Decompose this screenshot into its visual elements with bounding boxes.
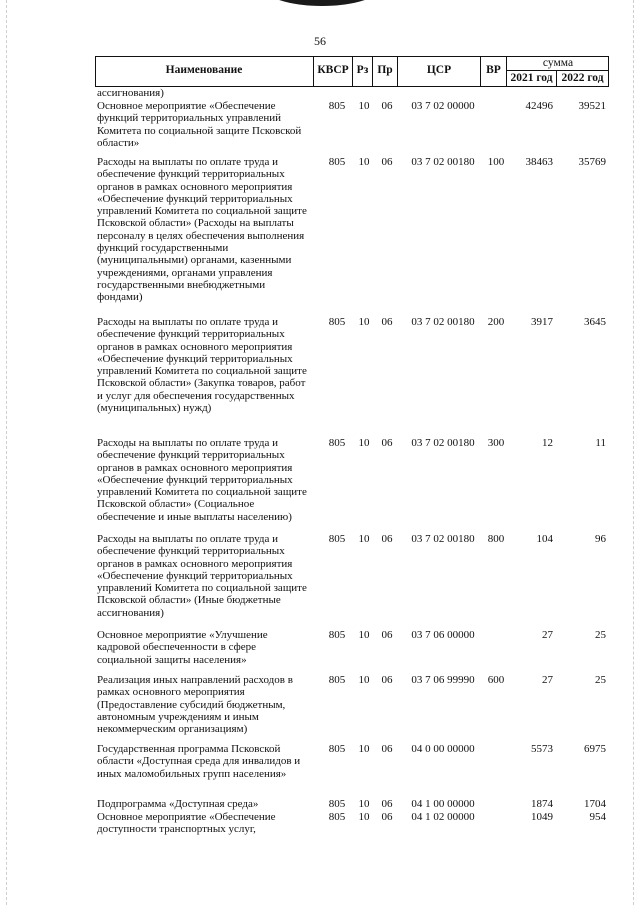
row-name: Реализация иных направлений расходов в рамках основного мероприятия (Предоставление субсидий бюджетным, автономным учреждениям и иным некоммерческим организациям) [97, 674, 293, 736]
row-csr: 03 7 02 00180 [411, 437, 475, 449]
row-2021: 42496 [525, 100, 553, 112]
row-vr: 600 [487, 674, 505, 686]
row-name: Подпрограмма «Доступная среда» [97, 798, 259, 810]
row-rz: 10 [358, 100, 370, 112]
row-2022: 6975 [584, 743, 606, 755]
col-vr-header: ВР [486, 64, 501, 76]
row-pr: 06 [381, 316, 393, 328]
scan-edge-right [633, 0, 635, 905]
page-number: 56 [314, 34, 326, 48]
row-name: Расходы на выплаты по оплате труда и обеспечение функций территориальных органов в рамках основного мероприятия «Обеспечение функций территориальных управлений Комитета по социальной защите Псковской области» (Иные бюджетные ассигнования) [97, 533, 307, 619]
row-2021: 12 [542, 437, 553, 449]
row-csr: 03 7 02 00000 [411, 100, 475, 112]
row-csr: 03 7 06 99990 [411, 674, 475, 686]
row-vr: 200 [487, 316, 505, 328]
col-2022-header: 2022 год [561, 72, 604, 84]
row-2021: 27 [542, 674, 553, 686]
row-csr: 03 7 06 00000 [411, 629, 475, 641]
scan-artifact [262, 0, 382, 6]
row-kvsr: 805 [328, 533, 346, 545]
row-name: Расходы на выплаты по оплате труда и обеспечение функций территориальных органов в рамках основного мероприятия «Обеспечение функций территориальных управлений Комитета по социальной защите Псковской области» (Расходы на выплаты персоналу в целях обеспечения выполнения функций государственными (муниципальными) органами, казенными учреждениями, органами управления государственными внебюджетными фондами) [97, 156, 307, 304]
row-pr: 06 [381, 629, 393, 641]
col-csr-header: ЦСР [426, 64, 452, 76]
row-pr: 06 [381, 100, 393, 112]
col-2021-header: 2021 год [510, 72, 553, 84]
row-csr: 03 7 02 00180 [411, 156, 475, 168]
row-csr: 04 1 00 00000 [411, 798, 475, 810]
row-name: Расходы на выплаты по оплате труда и обеспечение функций территориальных органов в рамках основного мероприятия «Обеспечение функций территориальных управлений Комитета по социальной защите Псковской области» (Закупка товаров, работ и услуг для обеспечения государственных (муниципальных) нужд) [97, 316, 307, 415]
row-rz: 10 [358, 437, 370, 449]
row-kvsr: 805 [328, 629, 346, 641]
col-kvsr-header: КВСР [317, 64, 349, 76]
row-kvsr: 805 [328, 156, 346, 168]
row-csr: 03 7 02 00180 [411, 533, 475, 545]
row-rz: 10 [358, 674, 370, 686]
row-csr: 04 1 02 00000 [411, 811, 475, 823]
row-2022: 25 [595, 629, 606, 641]
row-2021: 5573 [531, 743, 553, 755]
row-csr: 04 0 00 00000 [411, 743, 475, 755]
row-kvsr: 805 [328, 743, 346, 755]
header-sum-divider [506, 70, 609, 71]
row-name: ассигнования) [97, 87, 164, 99]
row-name: Основное мероприятие «Улучшение кадровой обеспеченности в сфере социальной защиты населения» [97, 629, 268, 666]
row-kvsr: 805 [328, 100, 346, 112]
row-2021: 38463 [525, 156, 553, 168]
row-name: Основное мероприятие «Обеспечение доступности транспортных услуг, [97, 811, 276, 836]
row-2021: 27 [542, 629, 553, 641]
row-2022: 25 [595, 674, 606, 686]
row-kvsr: 805 [328, 437, 346, 449]
col-rz-header: Рз [356, 64, 369, 76]
row-kvsr: 805 [328, 811, 346, 823]
col-sum-header: сумма [542, 57, 574, 69]
row-rz: 10 [358, 316, 370, 328]
row-vr: 300 [487, 437, 505, 449]
scan-edge-left [6, 0, 8, 905]
row-vr: 800 [487, 533, 505, 545]
row-name: Государственная программа Псковской области «Доступная среда для инвалидов и иных маломобильных групп населения» [97, 743, 301, 780]
row-rz: 10 [358, 798, 370, 810]
row-pr: 06 [381, 674, 393, 686]
row-pr: 06 [381, 533, 393, 545]
row-2022: 96 [595, 533, 606, 545]
row-2021: 1874 [531, 798, 553, 810]
row-2022: 11 [595, 437, 606, 449]
col-pr-header: Пр [377, 64, 393, 76]
row-rz: 10 [358, 811, 370, 823]
row-rz: 10 [358, 743, 370, 755]
row-2022: 954 [589, 811, 606, 823]
row-rz: 10 [358, 629, 370, 641]
row-rz: 10 [358, 156, 370, 168]
row-pr: 06 [381, 437, 393, 449]
row-pr: 06 [381, 811, 393, 823]
row-pr: 06 [381, 156, 393, 168]
row-2021: 3917 [531, 316, 553, 328]
row-kvsr: 805 [328, 674, 346, 686]
row-2021: 104 [536, 533, 553, 545]
row-pr: 06 [381, 743, 393, 755]
row-name: Основное мероприятие «Обеспечение функций территориальных управлений Комитета по социальной защите Псковской области» [97, 100, 302, 149]
row-2021: 1049 [531, 811, 553, 823]
row-pr: 06 [381, 798, 393, 810]
row-2022: 1704 [584, 798, 606, 810]
row-vr: 100 [487, 156, 505, 168]
row-rz: 10 [358, 533, 370, 545]
row-2022: 39521 [578, 100, 606, 112]
col-name-header: Наименование [165, 64, 243, 76]
row-kvsr: 805 [328, 316, 346, 328]
row-name: Расходы на выплаты по оплате труда и обеспечение функций территориальных органов в рамках основного мероприятия «Обеспечение функций территориальных управлений Комитета по социальной защите Псковской области» (Социальное обеспечение и иные выплаты населению) [97, 437, 307, 523]
row-2022: 35769 [578, 156, 606, 168]
table-header [95, 56, 609, 87]
row-2022: 3645 [584, 316, 606, 328]
row-csr: 03 7 02 00180 [411, 316, 475, 328]
row-kvsr: 805 [328, 798, 346, 810]
